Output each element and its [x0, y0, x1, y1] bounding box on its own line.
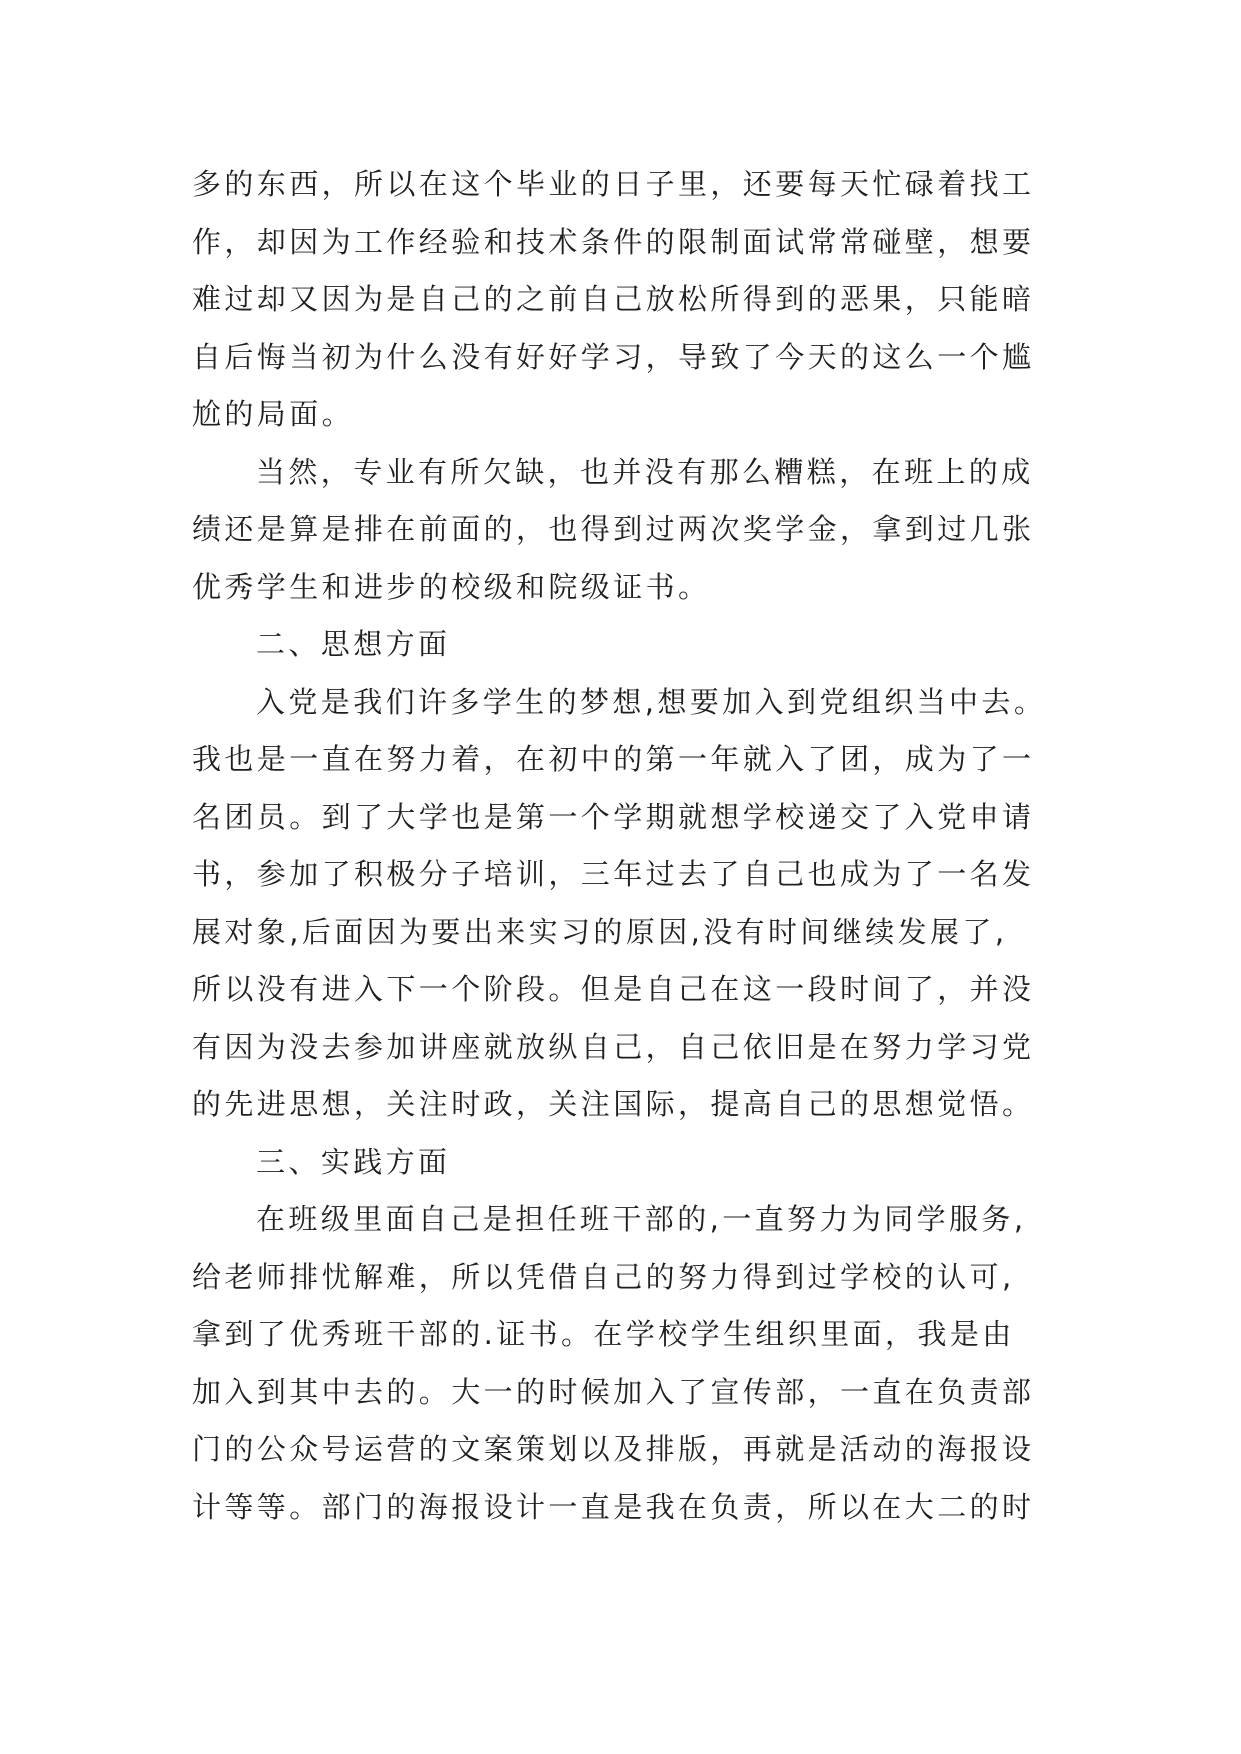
text-line: 给老师排忧解难，所以凭借自己的努力得到过学校的认可, [192, 1259, 1015, 1294]
paragraph-start-line: 当然，专业有所欠缺，也并没有那么糟糕，在班上的成 [256, 454, 1034, 489]
text-line: 名团员。到了大学也是第一个学期就想学校递交了入党申请 [192, 799, 1035, 834]
text-line: 尬的局面。 [192, 397, 355, 431]
paragraph-start-line: 在班级里面自己是担任班干部的,一直努力为同学服务, [256, 1202, 1027, 1236]
text-line: 加入到其中去的。大一的时候加入了宣传部，一直在负责部 [192, 1374, 1035, 1409]
text-line: 计等等。部门的海报设计一直是我在负责，所以在大二的时 [192, 1489, 1035, 1524]
text-line: 书，参加了积极分子培训，三年过去了自己也成为了一名发 [192, 857, 1035, 891]
text-line: 作，却因为工作经验和技术条件的限制面试常常碰壁，想要 [192, 224, 1035, 259]
text-line: 绩还是算是排在前面的，也得到过两次奖学金，拿到过几张 [192, 512, 1035, 546]
section-heading-practice: 三、实践方面 [256, 1144, 451, 1179]
text-line: 多的东西，所以在这个毕业的日子里，还要每天忙碌着找工 [192, 167, 1035, 201]
text-line: 门的公众号运营的文案策划以及排版，再就是活动的海报设 [192, 1432, 1035, 1466]
text-line: 我也是一直在努力着，在初中的第一年就入了团，成为了一 [192, 742, 1035, 776]
text-line: 的先进思想，关注时政，关注国际，提高自己的思想觉悟。 [192, 1087, 1035, 1121]
text-line: 展对象,后面因为要出来实习的原因,没有时间继续发展了, [192, 914, 1008, 949]
text-line: 拿到了优秀班干部的.证书。在学校学生组织里面，我是由 [192, 1317, 1015, 1351]
text-line: 难过却又因为是自己的之前自己放松所得到的恶果，只能暗 [192, 282, 1035, 316]
text-line: 优秀学生和进步的校级和院级证书。 [192, 569, 711, 604]
paragraph-start-line: 入党是我们许多学生的梦想,想要加入到党组织当中去。 [256, 684, 1047, 719]
document-body [192, 156, 1072, 1536]
section-heading-thought: 二、思想方面 [256, 627, 451, 661]
text-line: 自后悔当初为什么没有好好学习，导致了今天的这么一个尴 [192, 339, 1035, 374]
text-line: 有因为没去参加讲座就放纵自己，自己依旧是在努力学习党 [192, 1029, 1035, 1064]
text-line: 所以没有进入下一个阶段。但是自己在这一段时间了，并没 [192, 972, 1035, 1006]
